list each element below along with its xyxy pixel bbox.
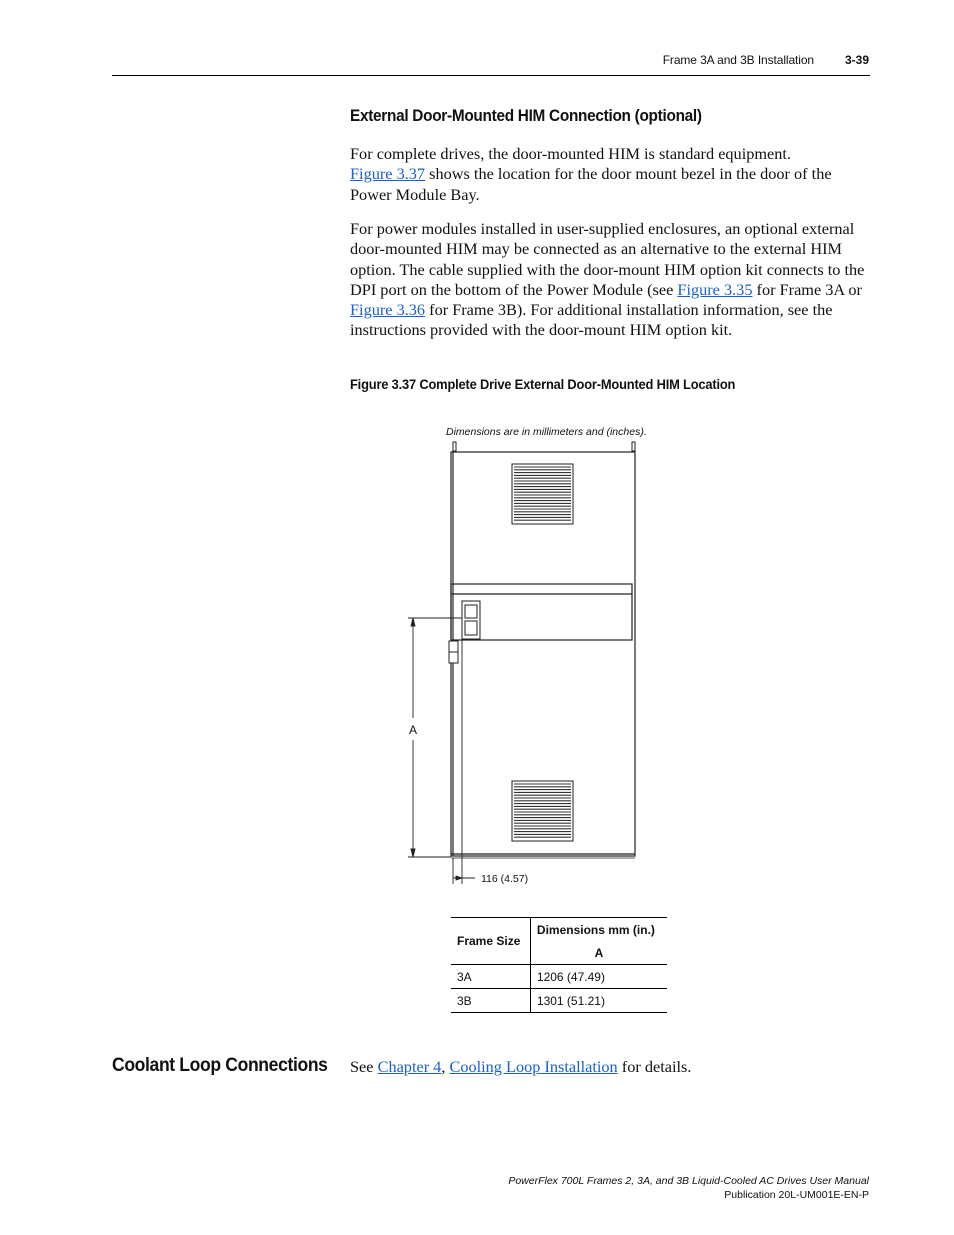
offset-dimension-line bbox=[453, 640, 475, 884]
figure-3-35-link[interactable]: Figure 3.35 bbox=[677, 279, 753, 299]
dimension-cell: 1206 (47.49) bbox=[530, 965, 667, 989]
para2-text-3: for Frame 3B). For additional installation information, see the instructions provided with the door-mount HIM option kit. bbox=[350, 300, 833, 340]
paragraph-enclosures bbox=[350, 219, 870, 341]
section-heading: External Door-Mounted HIM Connection (optional) bbox=[350, 107, 702, 125]
frame-cell: 3B bbox=[451, 989, 530, 1013]
table-header-row bbox=[451, 918, 667, 942]
para1-text-1: For complete drives, the door-mounted HIM is standard equipment. bbox=[350, 144, 791, 163]
chapter-4-link[interactable]: Chapter 4 bbox=[377, 1057, 442, 1076]
dimensions-header: Dimensions mm (in.) bbox=[530, 918, 667, 942]
coolant-text-3: for details. bbox=[617, 1057, 692, 1076]
paragraph-intro bbox=[350, 144, 870, 205]
page-number: 3-39 bbox=[844, 53, 869, 67]
dimensions-note: Dimensions are in millimeters and (inches). bbox=[446, 426, 647, 438]
figure-caption: Figure 3.37 Complete Drive External Door-Mounted HIM Location bbox=[350, 376, 736, 392]
footer-publication: Publication 20L-UM001E-EN-P bbox=[724, 1189, 869, 1201]
para1-text-2: shows the location for the door mount bezel in the door of the Power Module Bay. bbox=[350, 164, 832, 204]
coolant-heading: Coolant Loop Connections bbox=[112, 1054, 328, 1076]
figure-3-36-link[interactable]: Figure 3.36 bbox=[350, 300, 426, 320]
coolant-paragraph bbox=[350, 1057, 691, 1077]
dimension-a-header: A bbox=[530, 941, 667, 965]
door-latch bbox=[449, 641, 458, 663]
dimension-a-label: A bbox=[409, 723, 418, 737]
header-rule bbox=[112, 75, 870, 76]
lifting-eyes bbox=[453, 442, 635, 451]
bottom-vent-grille bbox=[512, 781, 573, 841]
cooling-loop-installation-link[interactable]: Cooling Loop Installation bbox=[449, 1057, 618, 1076]
dimensions-table bbox=[451, 917, 667, 1013]
table-row bbox=[451, 965, 667, 989]
footer-manual-title: PowerFlex 700L Frames 2, 3A, and 3B Liquid-Cooled AC Drives User Manual bbox=[508, 1175, 869, 1187]
frame-size-header: Frame Size bbox=[451, 918, 530, 965]
frame-cell: 3A bbox=[451, 965, 530, 989]
running-header: Frame 3A and 3B Installation bbox=[662, 53, 814, 67]
top-vent-grille bbox=[512, 464, 573, 524]
drive-door-diagram bbox=[400, 418, 660, 893]
para2-text-2: for Frame 3A or bbox=[752, 279, 862, 299]
coolant-text-2: , bbox=[441, 1057, 450, 1076]
table-row bbox=[451, 989, 667, 1013]
figure-3-37-link[interactable]: Figure 3.37 bbox=[350, 164, 426, 184]
offset-dimension-label: 116 (4.57) bbox=[481, 873, 529, 885]
para2-text-1: For power modules installed in user-supplied enclosures, an optional external door-mounted HIM may be connected as an alternative to the external HIM option. The cable supplied with the door-mount HIM option kit connects to the DPI port on the bottom of the Power Module (see bbox=[350, 219, 865, 299]
dimension-cell: 1301 (51.21) bbox=[530, 989, 667, 1013]
him-bezel bbox=[462, 601, 480, 639]
coolant-text-1: See bbox=[350, 1057, 378, 1076]
